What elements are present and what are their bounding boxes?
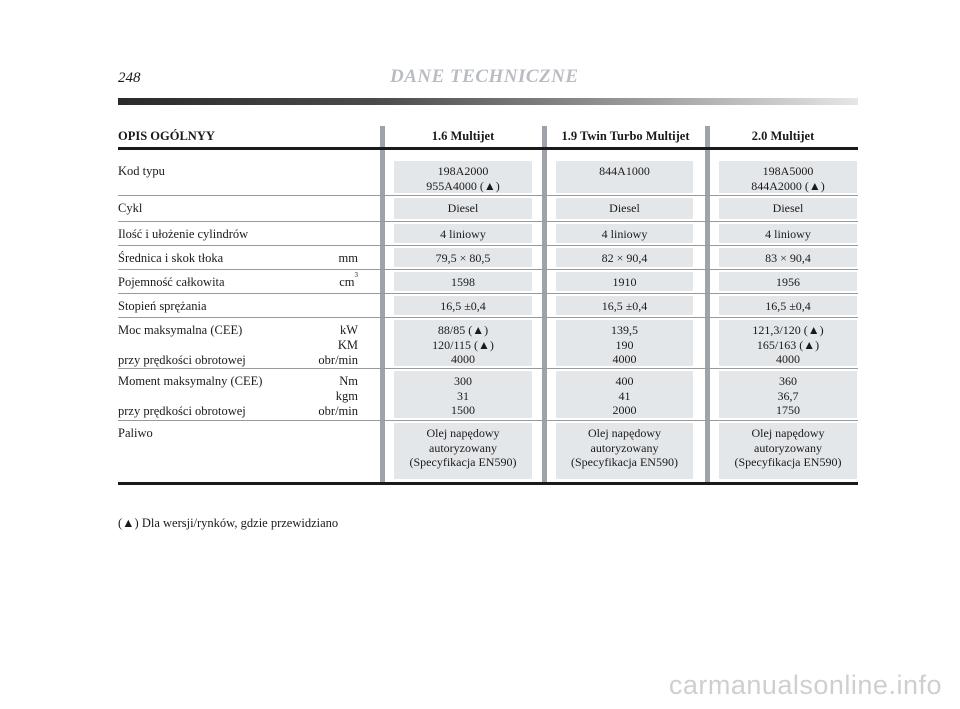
value-line: 31 xyxy=(457,388,469,403)
value-text xyxy=(394,374,532,418)
value-text xyxy=(556,299,693,314)
row-label: Ilość i ułożenie cylindrów xyxy=(118,227,249,241)
value-text xyxy=(556,251,693,266)
row-unit-text: obr/min xyxy=(318,353,358,367)
value-line: 36,7 xyxy=(777,388,799,403)
row-separator xyxy=(118,317,858,318)
value-text xyxy=(556,201,693,216)
row-unit xyxy=(298,353,358,368)
value-text xyxy=(719,251,857,266)
row-unit-text: Nm xyxy=(339,374,358,388)
row-separator xyxy=(118,221,858,222)
value-line: 1750 xyxy=(776,403,800,417)
value-line: 955A4000 (▲) xyxy=(426,178,500,193)
value-line: 165/163 (▲) xyxy=(756,337,820,352)
value-line: 41 xyxy=(618,388,631,403)
row-unit xyxy=(298,389,358,404)
value-text xyxy=(719,275,857,290)
value-line: 139,5 xyxy=(611,323,638,337)
value-line: 844A1000 xyxy=(599,164,650,178)
value-line: 4 liniowy xyxy=(601,227,648,241)
footnote: (▲) Dla wersji/rynków, gdzie przewidziano xyxy=(118,516,339,530)
value-text xyxy=(394,426,532,470)
watermark: carmanualsonline.info xyxy=(668,670,942,700)
header-rule xyxy=(118,98,858,105)
value-line: 82 × 90,4 xyxy=(601,251,648,265)
column-header-1-9: 1.9 Twin Turbo Multijet xyxy=(561,129,690,143)
row-label: Stopień sprężania xyxy=(118,299,207,313)
row-separator xyxy=(118,368,858,369)
value-text xyxy=(394,164,532,193)
value-line: 4000 xyxy=(451,352,475,366)
row-separator xyxy=(118,195,858,196)
row-unit xyxy=(298,323,358,338)
value-line: (Specyfikacja EN590) xyxy=(734,455,842,469)
value-line: 88/85 (▲) xyxy=(437,323,489,337)
value-line: 198A5000 xyxy=(762,164,814,178)
row-separator xyxy=(118,269,858,270)
value-line: 121,3/120 (▲) xyxy=(752,323,824,337)
value-line: 4 liniowy xyxy=(765,227,811,241)
value-line: 190 xyxy=(615,337,634,352)
row-unit xyxy=(298,374,358,389)
column-header-1-6: 1.6 Multijet xyxy=(431,129,495,143)
row-separator xyxy=(118,245,858,246)
row-label: Paliwo xyxy=(118,426,153,440)
value-line: 360 xyxy=(779,374,797,388)
row-label: Średnica i skok tłoka xyxy=(118,251,224,265)
value-text xyxy=(394,323,532,367)
value-text xyxy=(719,299,857,314)
section-title: DANE TECHNICZNE xyxy=(390,66,579,87)
column-separator xyxy=(705,126,710,482)
row-separator xyxy=(118,420,858,421)
row-unit-text: KM xyxy=(337,338,358,352)
value-text xyxy=(394,299,532,314)
value-line: Diesel xyxy=(772,201,804,215)
row-unit-text: mm xyxy=(338,251,358,265)
value-text xyxy=(394,251,532,266)
value-text xyxy=(719,201,857,216)
value-line: 1500 xyxy=(451,403,475,417)
value-text xyxy=(556,323,693,367)
row-unit xyxy=(298,271,358,290)
row-unit-text: cm xyxy=(339,275,355,289)
row-label: Moment maksymalny (CEE) xyxy=(118,374,263,388)
value-line: Olej napędowy xyxy=(751,426,825,440)
column-header-2-0: 2.0 Multijet xyxy=(751,129,815,143)
value-line: (Specyfikacja EN590) xyxy=(571,455,678,469)
row-unit-text: kW xyxy=(339,323,358,337)
value-text xyxy=(556,426,693,470)
value-line: autoryzowany xyxy=(754,440,822,455)
page-number: 248 xyxy=(118,70,141,86)
value-line: 83 × 90,4 xyxy=(765,251,811,265)
value-line: autoryzowany xyxy=(590,440,659,455)
value-text xyxy=(556,164,693,179)
table-bottom-rule xyxy=(118,482,858,485)
row-unit xyxy=(298,404,358,419)
row-label: przy prędkości obrotowej xyxy=(118,353,246,367)
value-line: (Specyfikacja EN590) xyxy=(409,455,517,469)
row-unit-text: kgm xyxy=(335,389,358,403)
row-label: Moc maksymalna (CEE) xyxy=(118,323,243,337)
value-line: Diesel xyxy=(609,201,640,215)
value-line: 16,5 ±0,4 xyxy=(440,299,486,313)
row-label: Pojemność całkowita xyxy=(118,275,225,289)
value-text xyxy=(556,374,693,418)
value-line: 300 xyxy=(454,374,472,388)
row-unit xyxy=(298,251,358,266)
value-line: 844A2000 (▲) xyxy=(751,178,825,193)
row-label: Kod typu xyxy=(118,164,165,178)
header-underline xyxy=(118,147,858,150)
value-text xyxy=(719,426,857,470)
value-line: 1956 xyxy=(776,275,800,289)
value-text xyxy=(719,323,857,367)
value-line: Olej napędowy xyxy=(588,426,661,440)
value-line: 400 xyxy=(615,374,634,388)
spec-table xyxy=(118,126,858,486)
row-label: przy prędkości obrotowej xyxy=(118,404,246,418)
column-separator xyxy=(380,126,385,482)
unit-superscript: 3 xyxy=(354,271,358,279)
value-text xyxy=(719,164,857,193)
value-text xyxy=(556,275,693,290)
table-header-label: OPIS OGÓLNYY xyxy=(118,129,215,143)
value-text xyxy=(719,374,857,418)
value-line: Olej napędowy xyxy=(426,426,500,440)
value-line: autoryzowany xyxy=(429,440,497,455)
row-separator xyxy=(118,293,858,294)
column-separator xyxy=(542,126,547,482)
value-line: 4000 xyxy=(776,352,800,366)
value-text xyxy=(394,201,532,216)
row-unit-text: obr/min xyxy=(318,404,358,418)
value-line: 4000 xyxy=(612,352,637,366)
value-line: 1910 xyxy=(612,275,637,289)
value-line: 198A2000 xyxy=(437,164,489,178)
value-line: Diesel xyxy=(447,201,479,215)
value-text xyxy=(394,275,532,290)
value-line: 16,5 ±0,4 xyxy=(765,299,811,313)
value-line: 4 liniowy xyxy=(440,227,486,241)
value-text xyxy=(556,227,693,242)
value-text xyxy=(394,227,532,242)
row-label: Cykl xyxy=(118,201,143,215)
value-line: 16,5 ±0,4 xyxy=(601,299,648,313)
value-line: 2000 xyxy=(612,403,637,417)
row-unit xyxy=(298,338,358,353)
value-text xyxy=(719,227,857,242)
value-line: 79,5 × 80,5 xyxy=(435,251,491,265)
value-line: 120/115 (▲) xyxy=(432,337,494,352)
value-line: 1598 xyxy=(451,275,475,289)
